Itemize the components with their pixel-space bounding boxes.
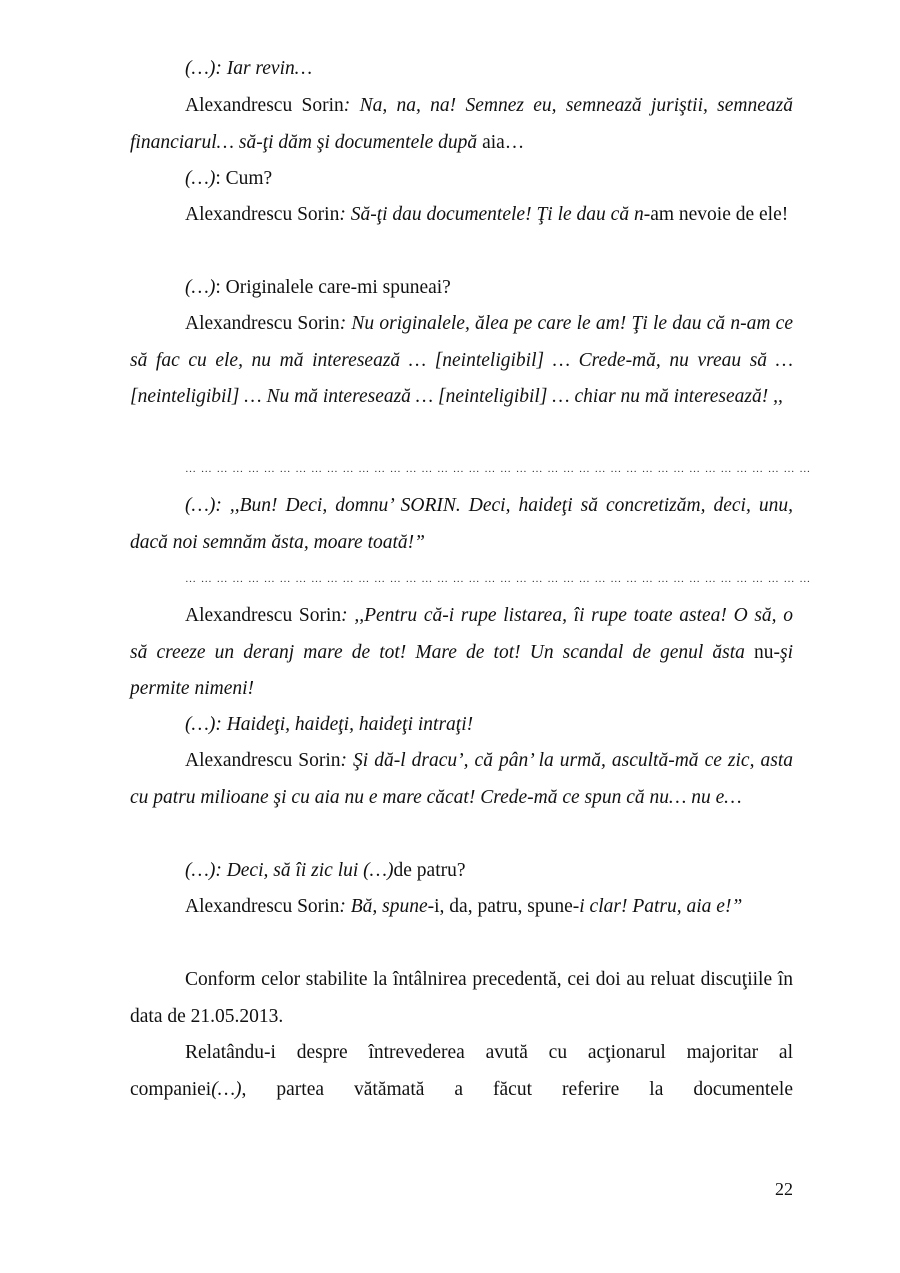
paragraph-6: [130, 306, 793, 416]
speaker-name: Alexandrescu Sorin: [185, 750, 341, 771]
speech: : ,,Pentru că-i rupe listarea, îi rupe toate astea! O să, o să creeze un deranj mare de tot! Mare de tot! Un scandal de genul ăsta: [130, 605, 793, 663]
speaker-name: Alexandrescu Sorin: [185, 95, 344, 116]
paragraph-9: [130, 707, 793, 744]
speaker-name: Alexandrescu Sorin: [185, 313, 340, 334]
speech: : Originalele care-mi spuneai?: [215, 277, 451, 298]
paragraph-11: [130, 853, 793, 890]
speech: : Şi dă-l dracu’, că pân’ la urmă, ascultă-mă ce zic, asta cu patru milioane şi cu aia nu e mare căcat! Crede-mă ce spun că nu… nu e…: [130, 750, 793, 808]
speaker-name: Alexandrescu Sorin: [185, 896, 340, 917]
omission-dots-2: … … … … … … … … … … … … … … … … … … … … … … … … … … … … … … … … … … … … … … … …: [185, 573, 812, 585]
speech: : Nu originalele, ălea pe care le am! Ţi le dau că n-am ce să fac cu ele, nu mă interesează … [neinteligibil] … Crede-mă, nu vreau să … [neinteligibil] … Nu mă interesează … [neinteligibil] … chiar nu mă interesează! ,,: [130, 313, 793, 407]
ellipsis: (…): [211, 1078, 242, 1100]
speech-part-3: -i clar! Patru, aia e!”: [572, 896, 743, 917]
speech: : Să-ţi dau documentele! Ţi le dau că n: [339, 204, 644, 225]
page-number: 22: [775, 1179, 793, 1199]
speech-continued: -am nevoie de ele!: [643, 204, 789, 225]
speech-tail: aia…: [477, 131, 525, 153]
speech-part-2: -i, da, patru, spune: [427, 896, 573, 917]
paragraph-10: [130, 743, 793, 816]
speech: : Cum?: [215, 168, 273, 189]
speech-continued: -şi permite nimeni!: [130, 641, 793, 699]
ellipsis-speaker: (…): [185, 168, 216, 189]
speech-word: nu: [744, 641, 774, 663]
paragraph-4: [130, 197, 793, 234]
paragraph-7: [130, 488, 793, 561]
speech: (…): Deci, să îi zic lui (…): [185, 860, 394, 881]
speech: (…): ,,Bun! Deci, domnu’ SORIN. Deci, haideţi să concretizăm, deci, unu, dacă noi semnăm ăsta, moare toată!”: [130, 495, 793, 553]
speaker-name: Alexandrescu Sorin: [185, 204, 340, 225]
speech: (…): Haideţi, haideţi, haideţi intraţi!: [185, 714, 474, 735]
speech: Iar revin…: [221, 58, 313, 79]
paragraph-2: [130, 88, 793, 161]
speech: : Na, na, na! Semnez eu, semnează juriştii, semnează financiarul… să-ţi dăm şi documentele după: [130, 95, 793, 153]
speech-continued: de patru?: [393, 860, 466, 881]
ellipsis-speaker: (…): [185, 277, 216, 298]
paragraph-5: [130, 270, 793, 307]
paragraph-12: [130, 889, 793, 926]
paragraph-8: [130, 598, 793, 708]
paragraph-1: [130, 51, 793, 88]
paragraph-13: Conform celor stabilite la întâlnirea precedentă, cei doi au reluat discuţiile în data de 21.05.2013.: [130, 969, 793, 1027]
ellipsis-speaker: (…):: [185, 58, 222, 79]
document-page: [130, 0, 812, 1273]
speech-part-1: : Bă, spune: [339, 896, 428, 917]
body-text-continued: , partea vătămată a făcut referire la documentele: [241, 1078, 793, 1100]
paragraph-3: [130, 161, 793, 198]
omission-dots-1: … … … … … … … … … … … … … … … … … … … … … … … … … … … … … … … … … … … … … … … …: [185, 463, 812, 475]
body-text: Relatându-i despre întrevederea avută cu acţionarul majoritar al companiei: [130, 1042, 793, 1100]
speaker-name: Alexandrescu Sorin: [185, 605, 342, 626]
paragraph-14: [130, 1035, 793, 1108]
